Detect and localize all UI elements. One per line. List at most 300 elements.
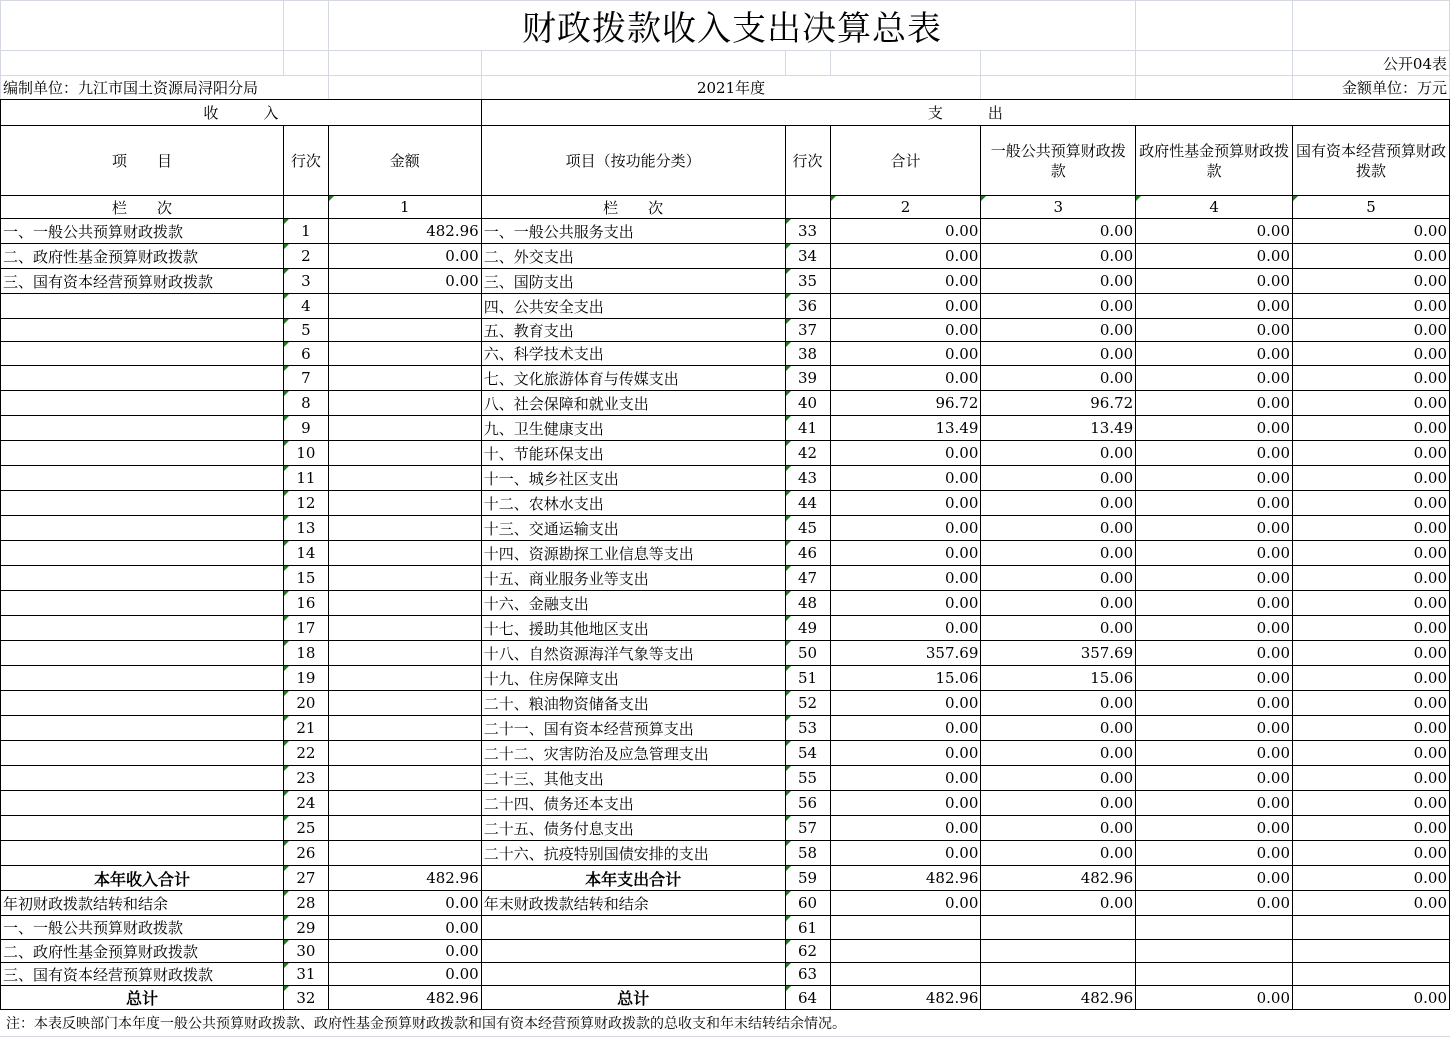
expense-gov-fund[interactable]: 0.00 [1136, 816, 1293, 841]
expense-gov-fund[interactable]: 0.00 [1136, 491, 1293, 516]
expense-total[interactable]: 0.00 [830, 219, 981, 244]
income-row-no[interactable]: 21 [283, 716, 328, 741]
expense-row-no[interactable]: 59 [785, 866, 830, 891]
income-item[interactable] [1, 491, 284, 516]
expense-total[interactable]: 357.69 [830, 641, 981, 666]
income-amount[interactable] [328, 416, 481, 441]
expense-row-no[interactable]: 54 [785, 741, 830, 766]
income-amount[interactable] [328, 766, 481, 791]
expense-general-budget[interactable]: 0.00 [981, 891, 1136, 916]
expense-row-no[interactable]: 47 [785, 566, 830, 591]
expense-general-budget[interactable]: 0.00 [981, 716, 1136, 741]
expense-total[interactable]: 0.00 [830, 366, 981, 391]
expense-state-capital[interactable]: 0.00 [1293, 816, 1450, 841]
expense-general-budget[interactable]: 0.00 [981, 319, 1136, 342]
expense-item[interactable]: 十六、金融支出 [481, 591, 785, 616]
income-row-no[interactable]: 23 [283, 766, 328, 791]
expense-general-budget[interactable]: 0.00 [981, 591, 1136, 616]
expense-row-no[interactable]: 53 [785, 716, 830, 741]
blank-cell[interactable] [1, 51, 284, 76]
income-row-no[interactable]: 9 [283, 416, 328, 441]
expense-row-no[interactable]: 50 [785, 641, 830, 666]
expense-total[interactable]: 0.00 [830, 319, 981, 342]
expense-state-capital[interactable]: 0.00 [1293, 441, 1450, 466]
expense-total[interactable]: 0.00 [830, 466, 981, 491]
expense-row-no[interactable]: 49 [785, 616, 830, 641]
expense-item[interactable]: 十五、商业服务业等支出 [481, 566, 785, 591]
expense-item[interactable]: 年末财政拨款结转和结余 [481, 891, 785, 916]
expense-total[interactable]: 482.96 [830, 866, 981, 891]
expense-total[interactable]: 0.00 [830, 342, 981, 366]
blank-cell[interactable] [283, 1, 328, 51]
income-item[interactable] [1, 816, 284, 841]
expense-row-no[interactable]: 43 [785, 466, 830, 491]
income-item[interactable] [1, 416, 284, 441]
expense-state-capital[interactable]: 0.00 [1293, 516, 1450, 541]
expense-item[interactable]: 二十二、灾害防治及应急管理支出 [481, 741, 785, 766]
income-amount[interactable] [328, 294, 481, 319]
expense-item[interactable]: 五、教育支出 [481, 319, 785, 342]
income-amount[interactable]: 0.00 [328, 891, 481, 916]
expense-gov-fund[interactable]: 0.00 [1136, 666, 1293, 691]
blank-cell[interactable] [830, 51, 981, 76]
blank-cell[interactable] [1136, 51, 1293, 76]
expense-state-capital[interactable]: 0.00 [1293, 566, 1450, 591]
expense-general-budget[interactable] [981, 940, 1136, 963]
expense-gov-fund[interactable]: 0.00 [1136, 466, 1293, 491]
expense-gov-fund[interactable]: 0.00 [1136, 269, 1293, 294]
expense-general-budget[interactable]: 0.00 [981, 466, 1136, 491]
expense-row-no[interactable]: 58 [785, 841, 830, 866]
expense-row-no[interactable]: 48 [785, 591, 830, 616]
expense-general-budget[interactable]: 0.00 [981, 766, 1136, 791]
expense-row-no[interactable]: 64 [785, 986, 830, 1010]
expense-gov-fund[interactable]: 0.00 [1136, 891, 1293, 916]
expense-state-capital[interactable]: 0.00 [1293, 391, 1450, 416]
expense-item[interactable]: 三、国防支出 [481, 269, 785, 294]
expense-general-budget[interactable]: 0.00 [981, 791, 1136, 816]
expense-state-capital[interactable]: 0.00 [1293, 641, 1450, 666]
expense-item[interactable]: 一、一般公共服务支出 [481, 219, 785, 244]
expense-gov-fund[interactable]: 0.00 [1136, 244, 1293, 269]
income-amount[interactable] [328, 591, 481, 616]
income-item[interactable] [1, 294, 284, 319]
income-row-no[interactable]: 28 [283, 891, 328, 916]
expense-row-no[interactable]: 55 [785, 766, 830, 791]
expense-row-no[interactable]: 62 [785, 940, 830, 963]
expense-total[interactable]: 0.00 [830, 691, 981, 716]
expense-state-capital[interactable]: 0.00 [1293, 741, 1450, 766]
expense-item[interactable]: 二十六、抗疫特别国债安排的支出 [481, 841, 785, 866]
expense-row-no[interactable]: 45 [785, 516, 830, 541]
expense-item[interactable]: 十四、资源勘探工业信息等支出 [481, 541, 785, 566]
expense-state-capital[interactable]: 0.00 [1293, 541, 1450, 566]
expense-row-no[interactable]: 46 [785, 541, 830, 566]
blank-cell[interactable] [328, 76, 481, 100]
income-item[interactable] [1, 391, 284, 416]
expense-row-no[interactable]: 52 [785, 691, 830, 716]
expense-gov-fund[interactable]: 0.00 [1136, 791, 1293, 816]
expense-state-capital[interactable]: 0.00 [1293, 491, 1450, 516]
expense-general-budget[interactable]: 13.49 [981, 416, 1136, 441]
expense-row-no[interactable]: 56 [785, 791, 830, 816]
income-item[interactable]: 三、国有资本经营预算财政拨款 [1, 269, 284, 294]
expense-item[interactable]: 本年支出合计 [481, 866, 785, 891]
income-amount[interactable] [328, 791, 481, 816]
expense-state-capital[interactable]: 0.00 [1293, 294, 1450, 319]
expense-general-budget[interactable]: 96.72 [981, 391, 1136, 416]
income-row-no[interactable]: 25 [283, 816, 328, 841]
expense-state-capital[interactable]: 0.00 [1293, 616, 1450, 641]
expense-gov-fund[interactable]: 0.00 [1136, 541, 1293, 566]
expense-gov-fund[interactable]: 0.00 [1136, 366, 1293, 391]
expense-row-no[interactable]: 34 [785, 244, 830, 269]
expense-row-no[interactable]: 36 [785, 294, 830, 319]
income-amount[interactable]: 0.00 [328, 916, 481, 940]
expense-state-capital[interactable]: 0.00 [1293, 666, 1450, 691]
expense-total[interactable]: 0.00 [830, 791, 981, 816]
expense-item[interactable]: 十七、援助其他地区支出 [481, 616, 785, 641]
income-row-no[interactable]: 11 [283, 466, 328, 491]
expense-gov-fund[interactable]: 0.00 [1136, 841, 1293, 866]
income-row-no[interactable]: 1 [283, 219, 328, 244]
income-row-no[interactable]: 7 [283, 366, 328, 391]
expense-row-no[interactable]: 57 [785, 816, 830, 841]
expense-item[interactable] [481, 940, 785, 963]
expense-total[interactable]: 0.00 [830, 591, 981, 616]
income-item[interactable] [1, 716, 284, 741]
expense-row-no[interactable]: 63 [785, 963, 830, 986]
income-amount[interactable]: 482.96 [328, 866, 481, 891]
income-item[interactable] [1, 466, 284, 491]
income-amount[interactable] [328, 641, 481, 666]
expense-state-capital[interactable]: 0.00 [1293, 791, 1450, 816]
expense-item[interactable]: 十一、城乡社区支出 [481, 466, 785, 491]
income-amount[interactable] [328, 491, 481, 516]
expense-general-budget[interactable]: 0.00 [981, 616, 1136, 641]
income-row-no[interactable]: 20 [283, 691, 328, 716]
income-row-no[interactable]: 8 [283, 391, 328, 416]
income-item[interactable] [1, 366, 284, 391]
expense-general-budget[interactable]: 482.96 [981, 866, 1136, 891]
income-amount[interactable] [328, 441, 481, 466]
income-amount[interactable] [328, 841, 481, 866]
income-row-no[interactable]: 19 [283, 666, 328, 691]
income-item[interactable]: 二、政府性基金预算财政拨款 [1, 244, 284, 269]
expense-general-budget[interactable]: 0.00 [981, 269, 1136, 294]
expense-total[interactable] [830, 963, 981, 986]
income-amount[interactable] [328, 741, 481, 766]
blank-cell[interactable] [1136, 76, 1293, 100]
expense-row-no[interactable]: 33 [785, 219, 830, 244]
expense-general-budget[interactable]: 0.00 [981, 366, 1136, 391]
expense-state-capital[interactable] [1293, 940, 1450, 963]
expense-total[interactable] [830, 940, 981, 963]
expense-general-budget[interactable]: 0.00 [981, 816, 1136, 841]
expense-state-capital[interactable]: 0.00 [1293, 866, 1450, 891]
income-item[interactable]: 一、一般公共预算财政拨款 [1, 219, 284, 244]
expense-gov-fund[interactable]: 0.00 [1136, 641, 1293, 666]
expense-row-no[interactable]: 37 [785, 319, 830, 342]
income-amount[interactable] [328, 616, 481, 641]
expense-state-capital[interactable]: 0.00 [1293, 591, 1450, 616]
income-amount[interactable] [328, 319, 481, 342]
expense-general-budget[interactable]: 482.96 [981, 986, 1136, 1010]
income-item[interactable] [1, 541, 284, 566]
expense-state-capital[interactable]: 0.00 [1293, 219, 1450, 244]
income-item[interactable]: 一、一般公共预算财政拨款 [1, 916, 284, 940]
income-row-no[interactable]: 15 [283, 566, 328, 591]
expense-state-capital[interactable]: 0.00 [1293, 841, 1450, 866]
income-item[interactable] [1, 342, 284, 366]
expense-gov-fund[interactable] [1136, 916, 1293, 940]
expense-total[interactable]: 0.00 [830, 816, 981, 841]
expense-total[interactable]: 0.00 [830, 766, 981, 791]
expense-total[interactable]: 0.00 [830, 269, 981, 294]
income-row-no[interactable]: 3 [283, 269, 328, 294]
expense-state-capital[interactable] [1293, 916, 1450, 940]
expense-general-budget[interactable]: 0.00 [981, 841, 1136, 866]
income-amount[interactable]: 0.00 [328, 269, 481, 294]
income-amount[interactable]: 482.96 [328, 986, 481, 1010]
expense-state-capital[interactable]: 0.00 [1293, 466, 1450, 491]
expense-item[interactable]: 二十五、债务付息支出 [481, 816, 785, 841]
expense-item[interactable]: 二十四、债务还本支出 [481, 791, 785, 816]
expense-gov-fund[interactable] [1136, 940, 1293, 963]
expense-general-budget[interactable]: 0.00 [981, 342, 1136, 366]
expense-general-budget[interactable]: 357.69 [981, 641, 1136, 666]
expense-item[interactable]: 十二、农林水支出 [481, 491, 785, 516]
income-amount[interactable] [328, 716, 481, 741]
income-row-no[interactable]: 30 [283, 940, 328, 963]
expense-row-no[interactable]: 40 [785, 391, 830, 416]
expense-gov-fund[interactable]: 0.00 [1136, 716, 1293, 741]
expense-general-budget[interactable]: 0.00 [981, 294, 1136, 319]
expense-total[interactable]: 0.00 [830, 891, 981, 916]
income-amount[interactable] [328, 466, 481, 491]
income-item[interactable] [1, 791, 284, 816]
expense-total[interactable]: 15.06 [830, 666, 981, 691]
expense-item[interactable]: 十、节能环保支出 [481, 441, 785, 466]
blank-cell[interactable] [1293, 1, 1450, 51]
income-row-no[interactable]: 27 [283, 866, 328, 891]
income-item[interactable] [1, 741, 284, 766]
expense-general-budget[interactable]: 0.00 [981, 691, 1136, 716]
blank-cell[interactable] [283, 51, 328, 76]
blank-cell[interactable] [481, 51, 785, 76]
expense-item[interactable] [481, 963, 785, 986]
expense-item[interactable]: 二十三、其他支出 [481, 766, 785, 791]
expense-general-budget[interactable]: 0.00 [981, 219, 1136, 244]
blank-cell[interactable] [328, 51, 481, 76]
income-row-no[interactable]: 17 [283, 616, 328, 641]
income-row-no[interactable]: 12 [283, 491, 328, 516]
expense-item[interactable]: 二十、粮油物资储备支出 [481, 691, 785, 716]
expense-general-budget[interactable]: 0.00 [981, 566, 1136, 591]
expense-state-capital[interactable]: 0.00 [1293, 891, 1450, 916]
income-row-no[interactable]: 18 [283, 641, 328, 666]
income-row-no[interactable]: 32 [283, 986, 328, 1010]
income-amount[interactable] [328, 541, 481, 566]
expense-gov-fund[interactable]: 0.00 [1136, 591, 1293, 616]
expense-item[interactable]: 十八、自然资源海洋气象等支出 [481, 641, 785, 666]
income-item[interactable] [1, 666, 284, 691]
expense-state-capital[interactable]: 0.00 [1293, 244, 1450, 269]
expense-gov-fund[interactable]: 0.00 [1136, 516, 1293, 541]
income-amount[interactable]: 0.00 [328, 940, 481, 963]
blank-cell[interactable] [283, 196, 328, 219]
expense-gov-fund[interactable]: 0.00 [1136, 391, 1293, 416]
expense-general-budget[interactable]: 0.00 [981, 491, 1136, 516]
income-row-no[interactable]: 16 [283, 591, 328, 616]
expense-gov-fund[interactable]: 0.00 [1136, 294, 1293, 319]
income-amount[interactable]: 0.00 [328, 963, 481, 986]
blank-cell[interactable] [1136, 1, 1293, 51]
expense-gov-fund[interactable]: 0.00 [1136, 219, 1293, 244]
income-amount[interactable] [328, 342, 481, 366]
expense-general-budget[interactable]: 0.00 [981, 541, 1136, 566]
income-row-no[interactable]: 31 [283, 963, 328, 986]
expense-state-capital[interactable]: 0.00 [1293, 766, 1450, 791]
expense-item[interactable]: 六、科学技术支出 [481, 342, 785, 366]
income-item[interactable]: 本年收入合计 [1, 866, 284, 891]
expense-gov-fund[interactable]: 0.00 [1136, 691, 1293, 716]
expense-gov-fund[interactable] [1136, 963, 1293, 986]
expense-row-no[interactable]: 42 [785, 441, 830, 466]
expense-item[interactable]: 二十一、国有资本经营预算支出 [481, 716, 785, 741]
expense-row-no[interactable]: 51 [785, 666, 830, 691]
income-item[interactable] [1, 566, 284, 591]
income-item[interactable] [1, 616, 284, 641]
expense-total[interactable]: 0.00 [830, 841, 981, 866]
expense-row-no[interactable]: 39 [785, 366, 830, 391]
income-item[interactable] [1, 591, 284, 616]
income-item[interactable] [1, 516, 284, 541]
income-row-no[interactable]: 29 [283, 916, 328, 940]
income-row-no[interactable]: 10 [283, 441, 328, 466]
expense-general-budget[interactable]: 0.00 [981, 244, 1136, 269]
expense-row-no[interactable]: 41 [785, 416, 830, 441]
expense-state-capital[interactable]: 0.00 [1293, 416, 1450, 441]
blank-cell[interactable] [1, 1, 284, 51]
income-row-no[interactable]: 26 [283, 841, 328, 866]
income-item[interactable] [1, 319, 284, 342]
income-amount[interactable] [328, 691, 481, 716]
expense-item[interactable]: 八、社会保障和就业支出 [481, 391, 785, 416]
expense-total[interactable]: 0.00 [830, 491, 981, 516]
income-row-no[interactable]: 2 [283, 244, 328, 269]
income-row-no[interactable]: 5 [283, 319, 328, 342]
expense-general-budget[interactable] [981, 916, 1136, 940]
blank-cell[interactable] [785, 51, 830, 76]
expense-general-budget[interactable]: 0.00 [981, 441, 1136, 466]
income-amount[interactable] [328, 666, 481, 691]
blank-cell[interactable] [785, 196, 830, 219]
expense-total[interactable]: 96.72 [830, 391, 981, 416]
expense-total[interactable]: 482.96 [830, 986, 981, 1010]
income-item[interactable]: 年初财政拨款结转和结余 [1, 891, 284, 916]
expense-state-capital[interactable]: 0.00 [1293, 716, 1450, 741]
expense-item[interactable]: 十九、住房保障支出 [481, 666, 785, 691]
expense-gov-fund[interactable]: 0.00 [1136, 616, 1293, 641]
income-row-no[interactable]: 22 [283, 741, 328, 766]
expense-item[interactable]: 九、卫生健康支出 [481, 416, 785, 441]
income-item[interactable] [1, 766, 284, 791]
expense-item[interactable] [481, 916, 785, 940]
expense-gov-fund[interactable]: 0.00 [1136, 342, 1293, 366]
expense-gov-fund[interactable]: 0.00 [1136, 741, 1293, 766]
income-item[interactable]: 二、政府性基金预算财政拨款 [1, 940, 284, 963]
expense-total[interactable]: 0.00 [830, 441, 981, 466]
expense-gov-fund[interactable]: 0.00 [1136, 416, 1293, 441]
expense-gov-fund[interactable]: 0.00 [1136, 986, 1293, 1010]
expense-state-capital[interactable]: 0.00 [1293, 691, 1450, 716]
expense-gov-fund[interactable]: 0.00 [1136, 866, 1293, 891]
income-amount[interactable]: 482.96 [328, 219, 481, 244]
income-item[interactable]: 总计 [1, 986, 284, 1010]
expense-state-capital[interactable]: 0.00 [1293, 986, 1450, 1010]
expense-total[interactable]: 13.49 [830, 416, 981, 441]
expense-gov-fund[interactable]: 0.00 [1136, 766, 1293, 791]
expense-state-capital[interactable]: 0.00 [1293, 319, 1450, 342]
income-item[interactable] [1, 441, 284, 466]
expense-item[interactable]: 二、外交支出 [481, 244, 785, 269]
expense-row-no[interactable]: 38 [785, 342, 830, 366]
income-row-no[interactable]: 14 [283, 541, 328, 566]
expense-item[interactable]: 四、公共安全支出 [481, 294, 785, 319]
expense-total[interactable] [830, 916, 981, 940]
expense-item[interactable]: 总计 [481, 986, 785, 1010]
expense-row-no[interactable]: 44 [785, 491, 830, 516]
expense-item[interactable]: 十三、交通运输支出 [481, 516, 785, 541]
expense-general-budget[interactable]: 0.00 [981, 516, 1136, 541]
blank-cell[interactable] [981, 76, 1136, 100]
income-item[interactable] [1, 641, 284, 666]
expense-general-budget[interactable] [981, 963, 1136, 986]
expense-state-capital[interactable] [1293, 963, 1450, 986]
income-row-no[interactable]: 4 [283, 294, 328, 319]
income-amount[interactable] [328, 816, 481, 841]
expense-state-capital[interactable]: 0.00 [1293, 269, 1450, 294]
expense-total[interactable]: 0.00 [830, 516, 981, 541]
expense-general-budget[interactable]: 15.06 [981, 666, 1136, 691]
income-row-no[interactable]: 24 [283, 791, 328, 816]
expense-total[interactable]: 0.00 [830, 541, 981, 566]
income-amount[interactable] [328, 566, 481, 591]
expense-total[interactable]: 0.00 [830, 244, 981, 269]
income-row-no[interactable]: 6 [283, 342, 328, 366]
income-amount[interactable] [328, 366, 481, 391]
income-item[interactable] [1, 691, 284, 716]
expense-state-capital[interactable]: 0.00 [1293, 366, 1450, 391]
expense-total[interactable]: 0.00 [830, 716, 981, 741]
income-item[interactable] [1, 841, 284, 866]
income-amount[interactable] [328, 391, 481, 416]
expense-gov-fund[interactable]: 0.00 [1136, 319, 1293, 342]
expense-total[interactable]: 0.00 [830, 566, 981, 591]
expense-row-no[interactable]: 61 [785, 916, 830, 940]
expense-total[interactable]: 0.00 [830, 741, 981, 766]
income-item[interactable]: 三、国有资本经营预算财政拨款 [1, 963, 284, 986]
income-amount[interactable]: 0.00 [328, 244, 481, 269]
expense-row-no[interactable]: 35 [785, 269, 830, 294]
expense-item[interactable]: 七、文化旅游体育与传媒支出 [481, 366, 785, 391]
expense-total[interactable]: 0.00 [830, 616, 981, 641]
income-row-no[interactable]: 13 [283, 516, 328, 541]
expense-total[interactable]: 0.00 [830, 294, 981, 319]
expense-row-no[interactable]: 60 [785, 891, 830, 916]
income-amount[interactable] [328, 516, 481, 541]
